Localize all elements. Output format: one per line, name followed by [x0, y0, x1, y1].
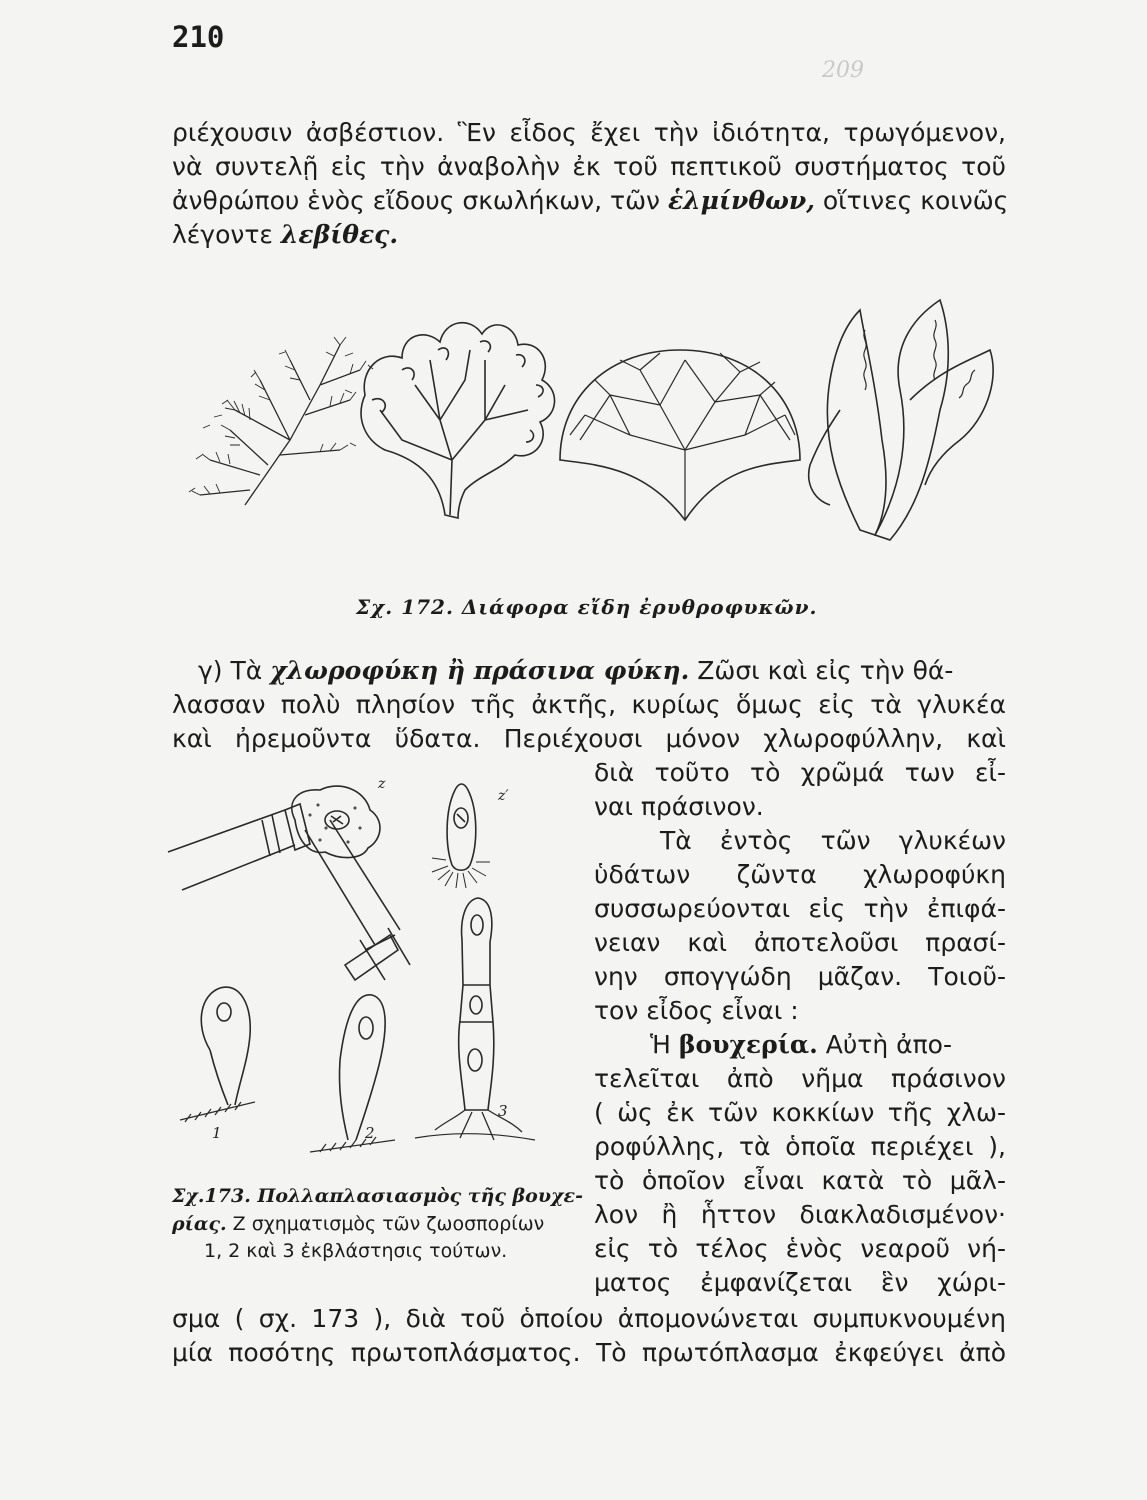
text-line: ναι πράσινον. [594, 792, 764, 821]
germling-2-drawing [310, 995, 395, 1152]
text-span: λέγοντε [172, 220, 281, 249]
text-span: ἀνθρώπου ἑνὸς εἴδους σκωλήκων, τῶν [172, 186, 668, 215]
text-span: οἵτινες κοινῶς [814, 186, 1009, 215]
zoospore-z-prime-drawing [432, 784, 490, 888]
text-line: μία ποσότης πρωτοπλάσματος. Τὸ πρωτόπλασμα ἐκφεύγει ἀπὸ [172, 1338, 1006, 1367]
text-line [650, 1030, 952, 1060]
label-z: z [378, 776, 386, 792]
figure-173-caption-line-1 [172, 1185, 583, 1207]
text-line: νὰ συντελῇ εἰς τὴν ἀναβολὴν ἐκ τοῦ πεπτικοῦ συστήματος τοῦ [172, 152, 1006, 181]
text-line: ματος ἐμφανίζεται ἓν χώρι- [594, 1268, 1006, 1297]
germling-3-drawing [415, 898, 535, 1140]
text-line: ριέχουσιν ἀσβέστιον. Ἓν εἶδος ἔχει τὴν ἰδιότητα, τρωγόμενον, [172, 118, 1006, 147]
text-line: συσσωρεύονται εἰς τὴν ἐπιφά- [594, 894, 1006, 923]
lobed-alga-drawing [361, 323, 554, 518]
page-number: 210 [172, 20, 225, 54]
text-line: ροφύλλης, τὰ ὁποῖα περιέχει ), [594, 1132, 1006, 1161]
fan-alga-drawing [560, 350, 800, 520]
text-span: γ) Τὰ [198, 656, 271, 685]
text-span: Ζῶσι καὶ εἰς τὴν θά- [689, 656, 954, 685]
germling-1-drawing [180, 987, 255, 1122]
label-3: 3 [498, 1102, 508, 1120]
text-line: σμα ( σχ. 173 ), διὰ τοῦ ὁποίου ἀπομονώνεται συμπυκνουμένη [172, 1304, 1006, 1333]
figure-172-caption: Σχ. 172. Διάφορα εἴδη ἐρυθροφυκῶν. [356, 595, 818, 619]
text-line: εἰς τὸ τέλος ἑνὸς νεαροῦ νή- [594, 1234, 1006, 1263]
text-line: Τὰ ἐντὸς τῶν γλυκέων [660, 826, 1006, 855]
text-line: λασσαν πολὺ πλησίον τῆς ἀκτῆς, κυρίως ὅμως εἰς τὰ γλυκέα [172, 690, 1006, 719]
strap-alga-drawing [809, 300, 993, 540]
figure-172-illustration [140, 290, 1020, 590]
figure-173-caption-line-3: 1, 2 καὶ 3 ἐκβλάστησις τούτων. [204, 1240, 508, 1262]
text-line [198, 656, 953, 686]
label-2: 2 [365, 1124, 375, 1142]
text-line: ( ὡς ἐκ τῶν κοκκίων τῆς χλω- [594, 1098, 1006, 1127]
bold-heading: χλωροφύκη ἢ πράσινα φύκη. [270, 656, 690, 685]
text-line: ὑδάτων ζῶντα χλωροφύκη [594, 860, 1006, 889]
text-span: Ἡ [650, 1030, 679, 1059]
caption-title: Σχ.173. Πολλαπλασιασμὸς τῆς βουχε- [172, 1185, 583, 1207]
feathery-alga-drawing [189, 337, 373, 505]
text-line [172, 220, 398, 250]
filament-tube-drawing [168, 804, 410, 980]
text-span: Αὐτὴ ἀπο- [817, 1030, 952, 1059]
text-line: νειαν καὶ ἀποτελοῦσι πρασί- [594, 928, 1006, 957]
text-line: τὸ ὁποῖον εἶναι κατὰ τὸ μᾶλ- [594, 1166, 1006, 1195]
italic-term: λεβίθες. [280, 220, 399, 249]
figure-173-illustration [160, 760, 560, 1180]
ghost-page-number: 209 [822, 58, 864, 83]
text-line: λον ἢ ἧττον διακλαδισμένον· [594, 1200, 1006, 1229]
text-line: τον εἶδος εἶναι : [594, 996, 799, 1025]
label-1: 1 [212, 1124, 222, 1142]
bold-term: βουχερία. [678, 1030, 818, 1059]
text-line [172, 186, 1008, 216]
italic-term: ἑλμίνθων, [667, 186, 815, 215]
label-z-prime: z′ [498, 788, 509, 804]
text-line: νην σπογγώδη μᾶζαν. Τοιοῦ- [594, 962, 1006, 991]
text-line: τελεῖται ἀπὸ νῆμα πράσινον [594, 1064, 1006, 1093]
caption-text: Ζ σχηματισμὸς τῶν ζωοσπορίων [226, 1213, 545, 1235]
text-line: καὶ ἠρεμοῦντα ὕδατα. Περιέχουσι μόνον χλωροφύλλην, καὶ [172, 724, 1006, 753]
text-line: διὰ τοῦτο τὸ χρῶμά των εἶ- [594, 758, 1006, 787]
caption-title-end: ρίας. [172, 1213, 227, 1235]
figure-173-caption-line-2 [172, 1213, 544, 1235]
